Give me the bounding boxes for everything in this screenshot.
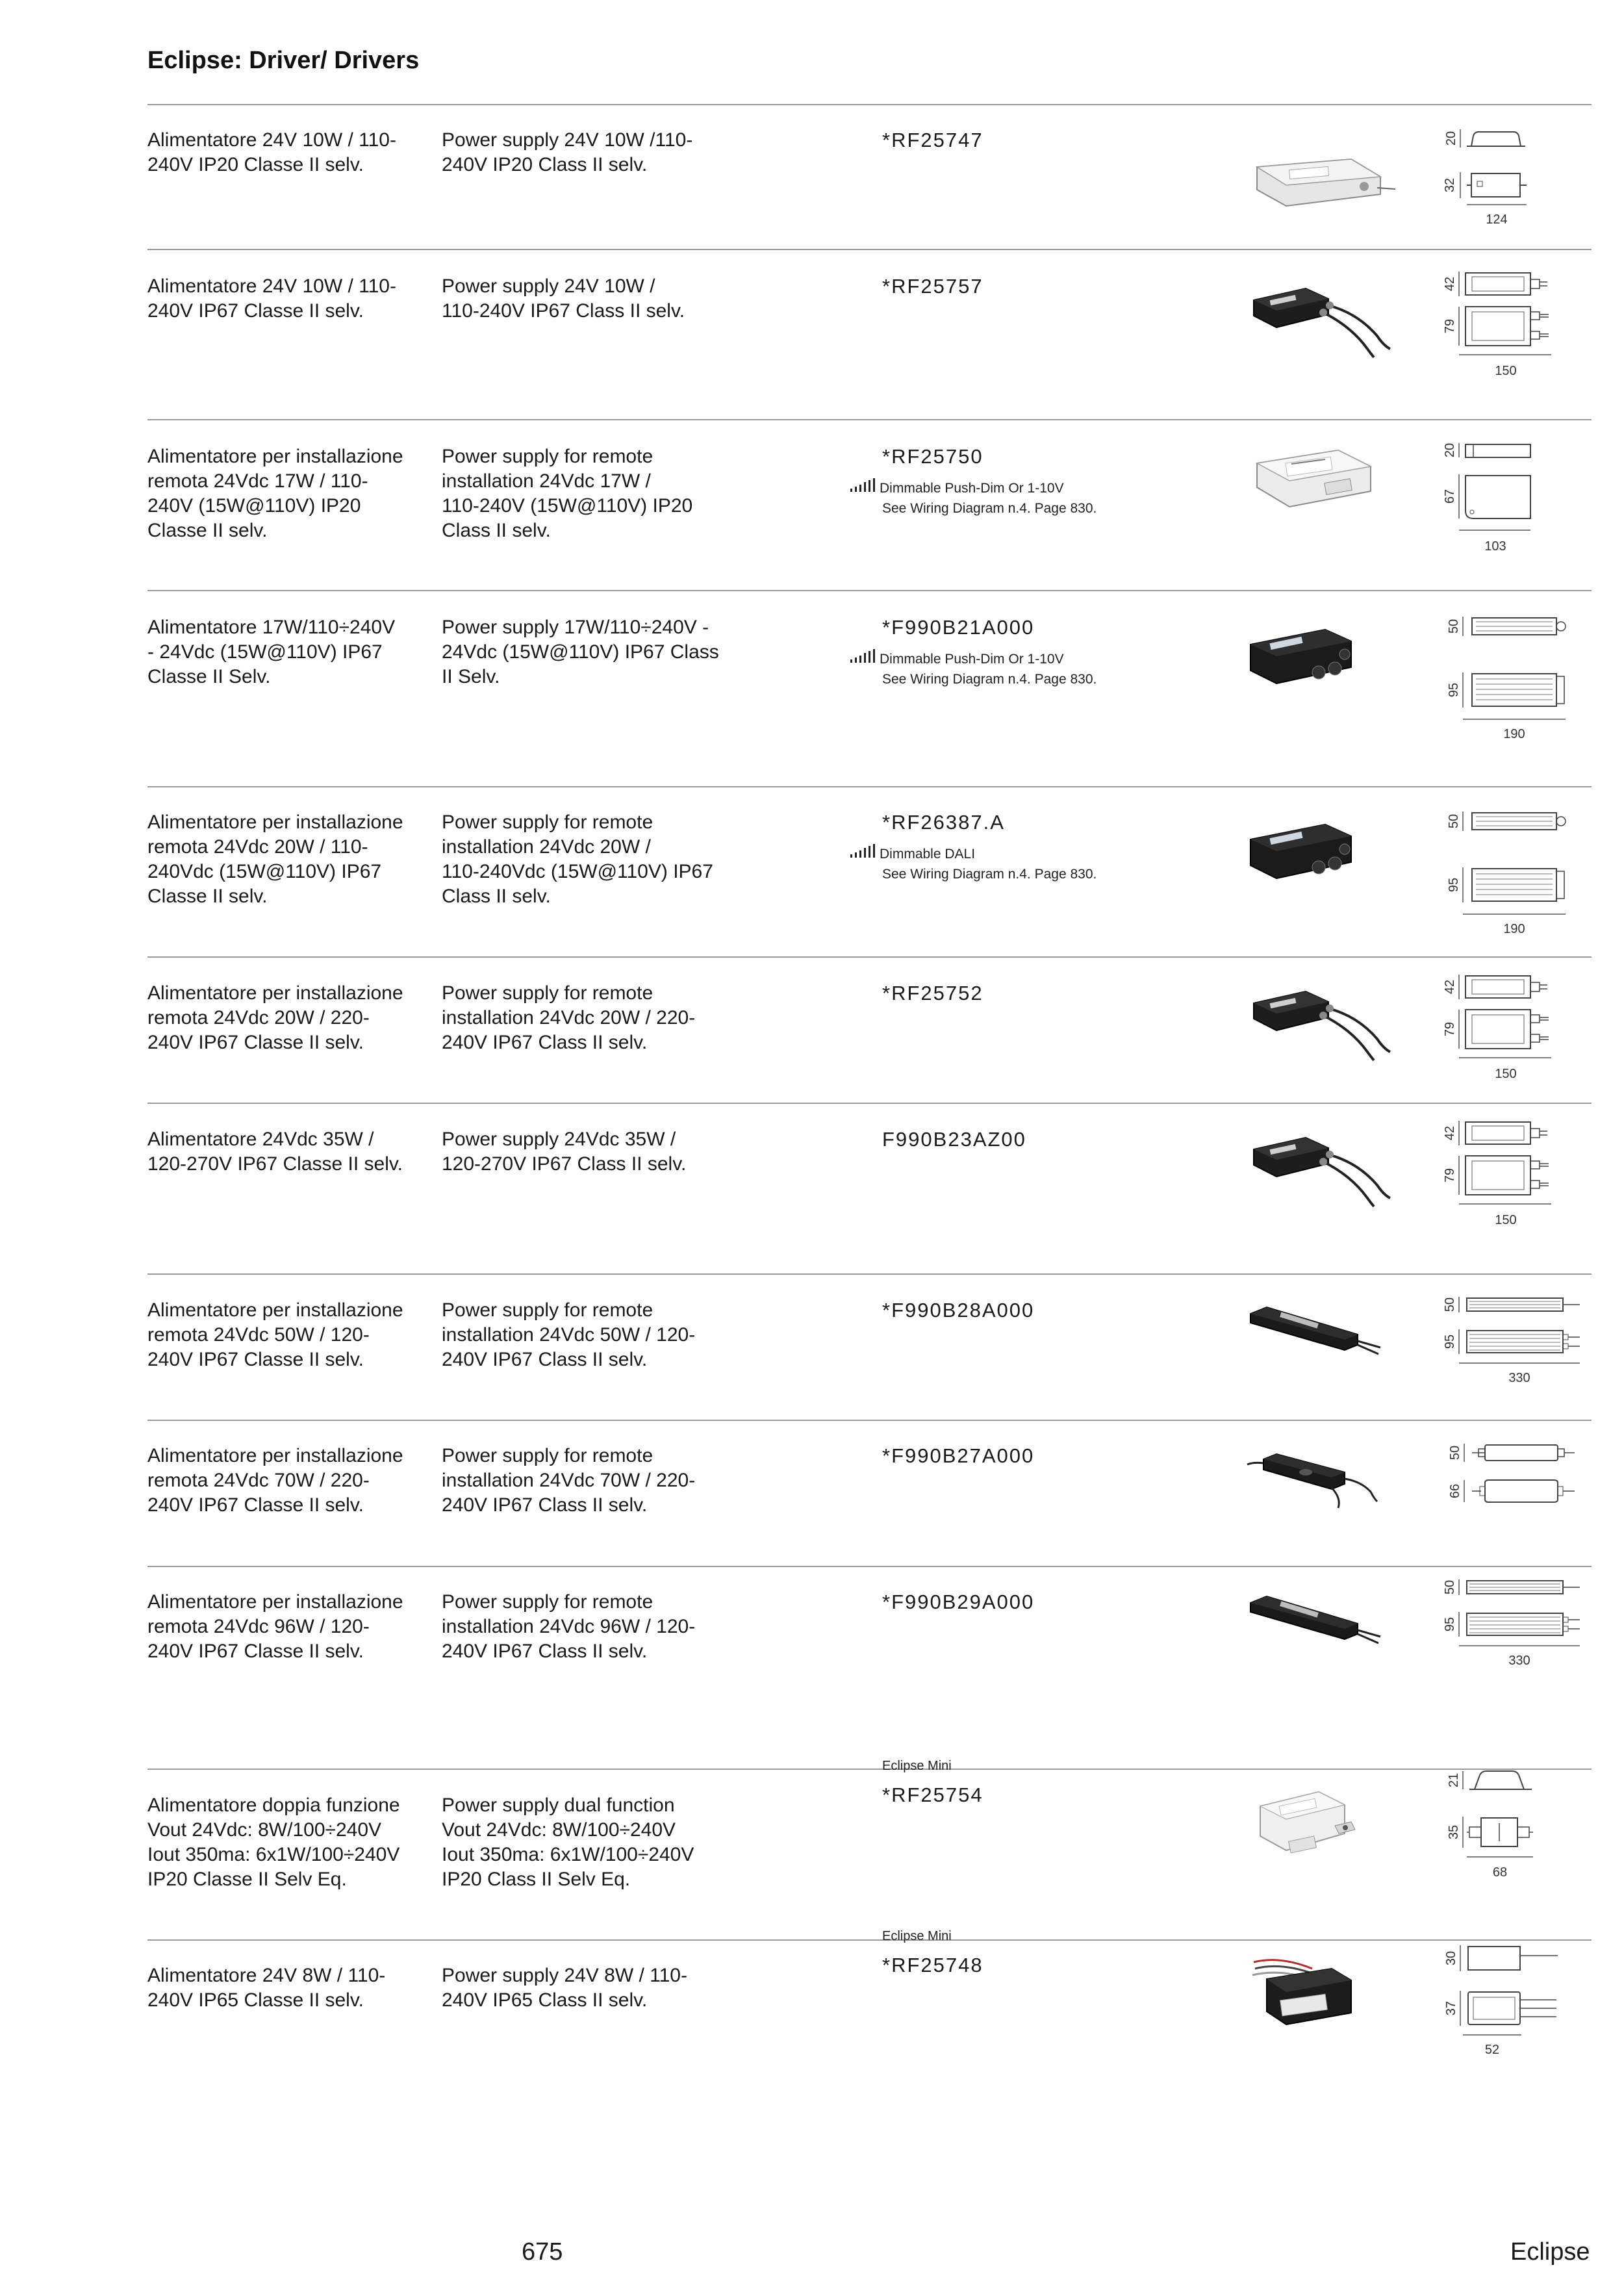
description-english: Power supply for remote installation 24Vdc 70W / 220- 240V IP67 Class II selv.	[442, 1445, 696, 1516]
product-photo	[1241, 141, 1397, 222]
divider	[147, 1420, 1592, 1421]
divider	[147, 1769, 1592, 1770]
product-photo	[1241, 817, 1397, 898]
code-block	[882, 615, 1207, 689]
dim-height: 50	[1443, 1579, 1457, 1595]
dimension-drawing	[1436, 1437, 1598, 1551]
code-block	[882, 1757, 1207, 1808]
description-english: Power supply for remote installation 24Vdc 96W / 120- 240V IP67 Class II selv.	[442, 1591, 696, 1662]
dimension-drawing	[1436, 1118, 1598, 1251]
code-block	[882, 1590, 1207, 1615]
dimming-label: Dimmable Push-Dim Or 1-10V	[880, 652, 1064, 667]
dim-height: 42	[1443, 276, 1457, 292]
divider	[147, 419, 1592, 420]
dim-height: 20	[1444, 131, 1458, 146]
dim-width: 95	[1447, 877, 1461, 893]
dim-length: 190	[1503, 922, 1525, 936]
dim-height: 42	[1443, 979, 1457, 995]
dimension-drawing	[1436, 1941, 1598, 2075]
wiring-note[interactable]: See Wiring Diagram n.4. Page 830.	[882, 672, 1097, 687]
product-photo	[1241, 441, 1397, 522]
product-code: *F990B27A000	[882, 1444, 1035, 1467]
dim-width: 32	[1443, 177, 1457, 193]
description-italian: Alimentatore per installazione remota 24Vdc 50W / 120- 240V IP67 Classe II selv.	[147, 1299, 403, 1370]
dim-length: 330	[1508, 1654, 1530, 1668]
dimension-drawing	[1436, 1292, 1598, 1405]
product-code: F990B23AZ00	[882, 1128, 1026, 1151]
dim-width: 66	[1448, 1483, 1462, 1499]
divider	[147, 590, 1592, 591]
description-italian: Alimentatore doppia funzione Vout 24Vdc: 8W/100÷240V Iout 350ma: 6x1W/100÷240V IP20 Classe II Selv Eq.	[147, 1795, 400, 1890]
divider	[147, 1103, 1592, 1104]
series-label: Eclipse Mini	[882, 1929, 952, 1943]
wiring-note[interactable]: See Wiring Diagram n.4. Page 830.	[882, 501, 1097, 516]
description-italian: Alimentatore 24V 10W / 110- 240V IP20 Classe II selv.	[147, 129, 396, 175]
dim-length: 330	[1508, 1371, 1530, 1385]
product-photo	[1241, 1440, 1397, 1521]
divider	[147, 956, 1592, 958]
dim-width: 95	[1447, 682, 1461, 698]
description-italian: Alimentatore 24V 8W / 110- 240V IP65 Classe II selv.	[147, 1965, 386, 2011]
dim-width: 67	[1443, 489, 1457, 504]
description-english: Power supply for remote installation 24Vdc 20W / 110-240Vdc (15W@110V) IP67 Class II selv.	[442, 811, 713, 907]
product-code: *RF25757	[882, 275, 983, 298]
description-italian: Alimentatore per installazione remota 24Vdc 70W / 220- 240V IP67 Classe II selv.	[147, 1445, 403, 1516]
description-italian: Alimentatore per installazione remota 24Vdc 20W / 110- 240Vdc (15W@110V) IP67 Classe II selv.	[147, 811, 403, 907]
description-english: Power supply 24V 8W / 110- 240V IP65 Class II selv.	[442, 1965, 687, 2011]
code-block	[882, 810, 1207, 884]
dim-length: 190	[1503, 727, 1525, 741]
description-english: Power supply 17W/110÷240V - 24Vdc (15W@110V) IP67 Class II Selv.	[442, 617, 719, 687]
dim-length: 150	[1495, 364, 1517, 378]
product-code: *F990B28A000	[882, 1299, 1035, 1322]
code-block	[882, 981, 1207, 1006]
product-code: *RF25752	[882, 982, 983, 1004]
product-code: *F990B29A000	[882, 1591, 1035, 1613]
dim-height: 50	[1448, 1445, 1462, 1461]
dim-width: 79	[1443, 1168, 1457, 1183]
dim-width: 37	[1444, 2000, 1458, 2016]
product-photo	[1241, 977, 1397, 1065]
product-photo	[1241, 1780, 1397, 1874]
code-block	[882, 444, 1207, 518]
divider	[147, 1566, 1592, 1567]
dim-width: 95	[1443, 1334, 1457, 1349]
code-block	[882, 1444, 1207, 1468]
code-block	[882, 1298, 1207, 1323]
dimming-label: Dimmable Push-Dim Or 1-10V	[880, 481, 1064, 496]
description-english: Power supply 24V 10W / 110-240V IP67 Class II selv.	[442, 275, 685, 322]
dimension-drawing	[1436, 804, 1598, 956]
dim-width: 95	[1443, 1616, 1457, 1632]
dimming-info	[882, 478, 1207, 498]
dimension-drawing	[1436, 128, 1598, 242]
description-italian: Alimentatore 24Vdc 35W / 120-270V IP67 Classe II selv.	[147, 1129, 403, 1175]
description-italian: Alimentatore per installazione remota 24Vdc 20W / 220- 240V IP67 Classe II selv.	[147, 982, 403, 1053]
dim-length: 150	[1495, 1213, 1517, 1227]
product-photo	[1241, 1940, 1397, 2047]
divider	[147, 1273, 1592, 1275]
dimension-drawing	[1436, 1767, 1598, 1900]
dim-height: 30	[1444, 1950, 1458, 1966]
page-number: 675	[522, 2238, 563, 2266]
product-code: *RF25754	[882, 1783, 983, 1806]
dimension-drawing	[1436, 1574, 1598, 1688]
wiring-note[interactable]: See Wiring Diagram n.4. Page 830.	[882, 867, 1097, 882]
description-english: Power supply for remote installation 24Vdc 50W / 120- 240V IP67 Class II selv.	[442, 1299, 696, 1370]
dim-height: 50	[1447, 619, 1461, 634]
description-english: Power supply 24V 10W /110- 240V IP20 Class II selv.	[442, 129, 693, 175]
description-italian: Alimentatore per installazione remota 24Vdc 96W / 120- 240V IP67 Classe II selv.	[147, 1591, 403, 1662]
description-english: Power supply dual function Vout 24Vdc: 8W/100÷240V Iout 350ma: 6x1W/100÷240V IP20 Class II Selv Eq.	[442, 1795, 694, 1890]
dimmable-icon	[850, 844, 880, 864]
dim-width: 79	[1443, 318, 1457, 334]
description-italian: Alimentatore 17W/110÷240V - 24Vdc (15W@110V) IP67 Classe II Selv.	[147, 617, 396, 687]
dim-length: 103	[1484, 539, 1506, 554]
dim-height: 50	[1447, 813, 1461, 829]
divider	[147, 104, 1592, 105]
dimension-drawing	[1436, 435, 1598, 568]
dim-width: 79	[1443, 1021, 1457, 1037]
product-photo	[1241, 622, 1397, 703]
dimming-label: Dimmable DALI	[880, 847, 976, 862]
dimension-drawing	[1436, 269, 1598, 402]
code-block	[882, 1127, 1207, 1152]
product-code: *RF25747	[882, 129, 983, 151]
dim-length: 68	[1492, 1865, 1508, 1880]
product-code: *F990B21A000	[882, 616, 1035, 639]
dim-height: 42	[1443, 1125, 1457, 1141]
divider	[147, 786, 1592, 787]
dimmable-icon	[850, 478, 880, 498]
code-block	[882, 274, 1207, 299]
product-photo	[1241, 1294, 1397, 1375]
footer-brand: Eclipse	[1510, 2238, 1590, 2266]
description-italian: Alimentatore 24V 10W / 110- 240V IP67 Classe II selv.	[147, 275, 396, 322]
dimension-drawing	[1436, 609, 1598, 761]
dimming-info	[882, 844, 1207, 864]
dim-length: 150	[1495, 1067, 1517, 1081]
dim-width: 35	[1447, 1824, 1461, 1840]
product-photo	[1241, 274, 1397, 362]
dim-height: 20	[1443, 442, 1457, 458]
divider	[147, 249, 1592, 250]
dim-length: 52	[1484, 2043, 1500, 2057]
dimension-drawing	[1436, 972, 1598, 1105]
series-label: Eclipse Mini	[882, 1759, 952, 1773]
description-english: Power supply for remote installation 24Vdc 20W / 220- 240V IP67 Class II selv.	[442, 982, 696, 1053]
product-code: *RF25750	[882, 445, 983, 468]
dimming-info	[882, 649, 1207, 669]
product-code: *RF25748	[882, 1954, 983, 1976]
page-title: Eclipse: Driver/ Drivers	[147, 47, 420, 74]
product-code: *RF26387.A	[882, 811, 1005, 834]
dim-length: 124	[1486, 212, 1508, 227]
code-block	[882, 128, 1207, 153]
description-english: Power supply 24Vdc 35W / 120-270V IP67 Class II selv.	[442, 1129, 687, 1175]
code-block	[882, 1927, 1207, 1978]
dim-height: 50	[1443, 1297, 1457, 1312]
product-photo	[1241, 1123, 1397, 1211]
product-photo	[1241, 1583, 1397, 1665]
dim-height: 21	[1447, 1772, 1461, 1788]
description-italian: Alimentatore per installazione remota 24Vdc 17W / 110- 240V (15W@110V) IP20 Classe II selv.	[147, 446, 403, 541]
description-english: Power supply for remote installation 24Vdc 17W / 110-240V (15W@110V) IP20 Class II selv.	[442, 446, 693, 541]
dimmable-icon	[850, 649, 880, 669]
